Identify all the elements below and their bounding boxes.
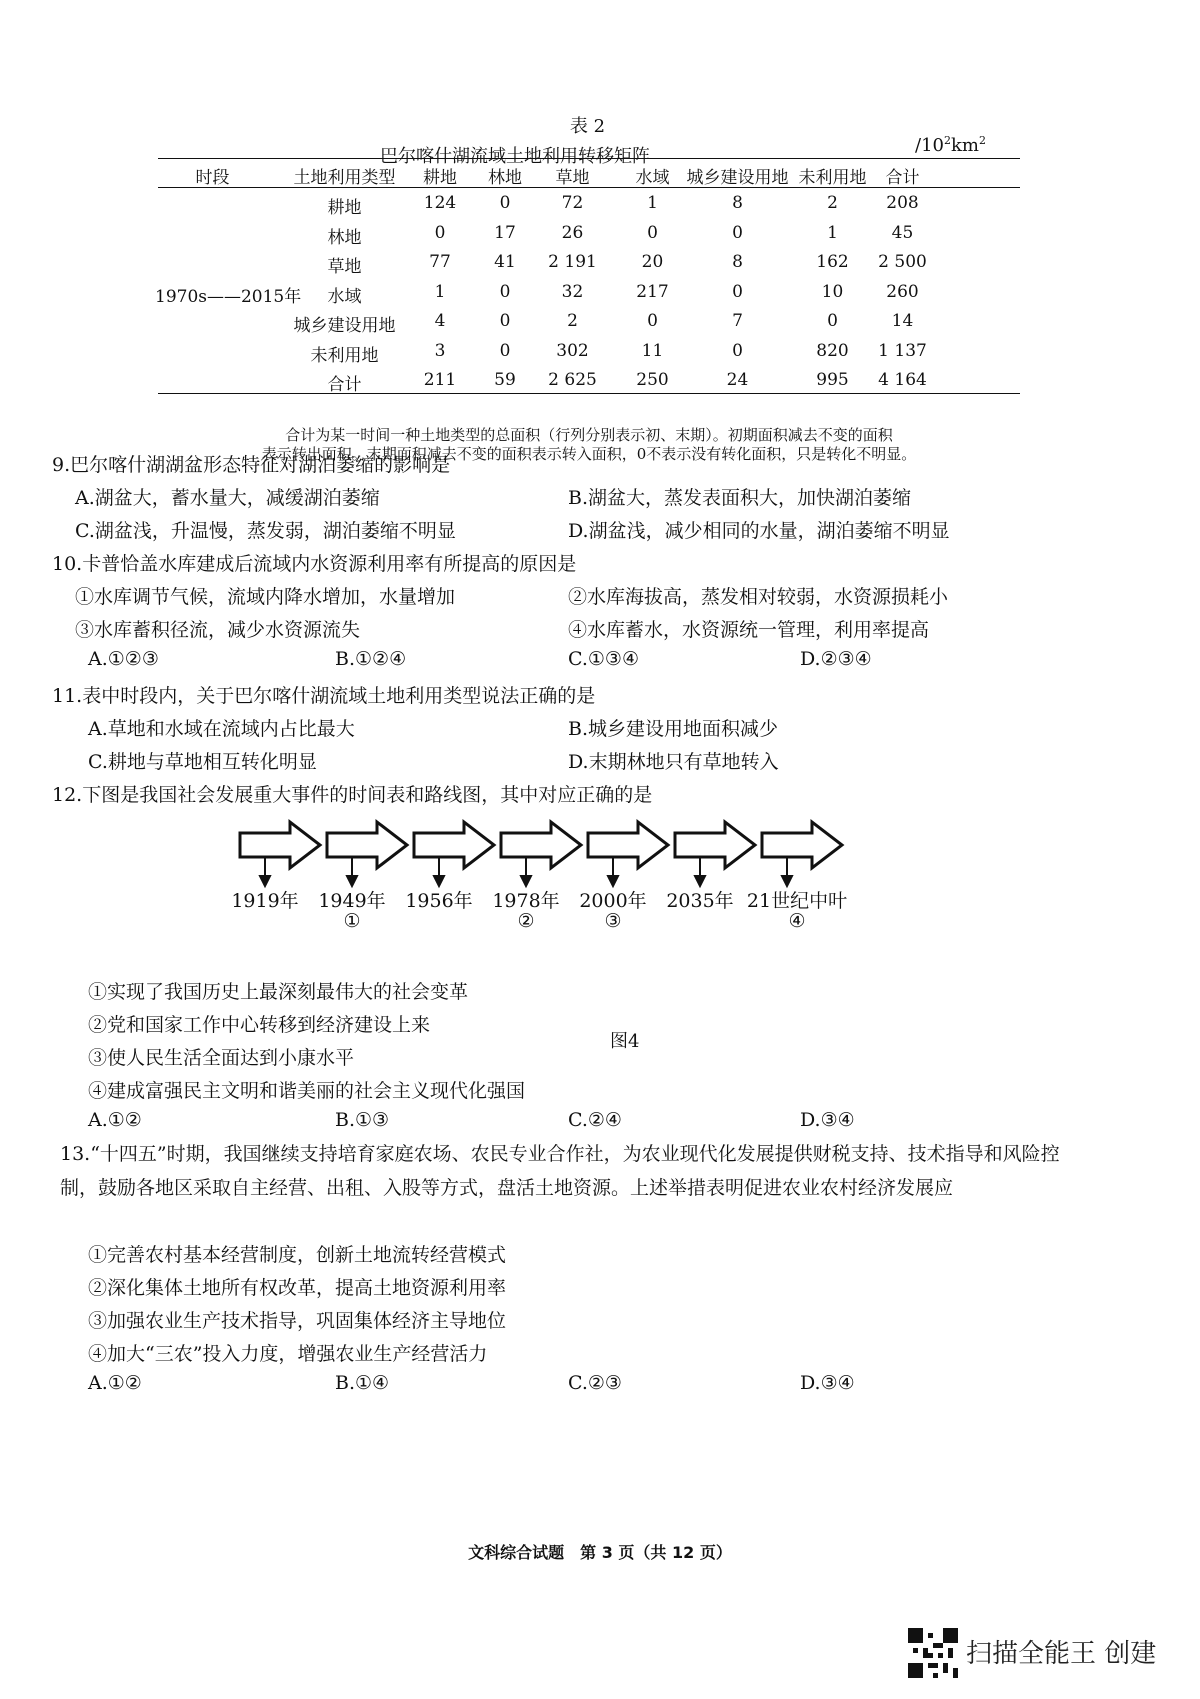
timeline-arrow-2 [327,822,407,868]
timeline-arrow-3 [414,822,494,868]
table-cell: 17 [494,222,516,243]
q10-option-d: D.②③④ [800,648,872,670]
q12-statement-4: ④建成富强民主文明和谐美丽的社会主义现代化强国 [88,1080,526,1102]
table-cell: 995 [816,370,849,390]
table-cell: 208 [886,193,919,213]
table-header-cell: 林地 [488,168,522,188]
table-cell: 250 [636,370,669,390]
q13-statement-2: ②深化集体土地所有权改革，提高土地资源利用率 [88,1277,507,1299]
figure-label: 图4 [610,1031,640,1052]
q13-option-b: B.①④ [335,1372,390,1394]
table-cell: 0 [499,311,511,331]
timeline-arrow-7 [762,822,842,868]
table-row-label: 未利用地 [310,345,379,366]
table-row-label: 林地 [327,227,362,248]
table-cell: 1 137 [878,340,927,361]
table-cell: 2 191 [548,252,597,272]
timeline-year: 1978年 [492,890,560,912]
table-cell: 0 [827,311,838,331]
q10-option-b: B.①②④ [335,648,407,670]
table-cell: 0 [499,193,511,213]
table-row-label: 合计 [327,375,362,395]
table-cell: 0 [647,311,658,331]
timeline-event-marker: ① [343,910,361,932]
q13-option-d: D.③④ [800,1372,855,1394]
table-cell: 2 [567,311,578,331]
q10-statement-3: ③水库蓄积径流，减少水资源流失 [75,619,361,641]
table-header-cell: 城乡建设用地 [686,168,789,188]
table-header-cell: 草地 [555,168,590,188]
table-top-rule [158,158,1020,159]
table-header-cell: 耕地 [423,168,457,188]
table-cell: 11 [641,340,664,361]
table-header-cell: 未利用地 [798,168,867,188]
table-cell: 1 [647,193,658,213]
q13-option-c: C.②③ [568,1372,622,1394]
table-cell: 211 [423,370,457,390]
table-caption: 表 2 [569,116,606,137]
q9-option-d: D.湖盆浅，减少相同的水量，湖泊萎缩不明显 [568,520,950,542]
q10-statement-4: ④水库蓄水，水资源统一管理，利用率提高 [568,619,930,641]
q12-option-b: B.①③ [335,1109,390,1131]
q11-option-b: B.城乡建设用地面积减少 [568,718,779,740]
timeline-year: 1949年 [318,890,386,912]
timeline-arrow-1 [240,822,320,868]
table-header-cell: 合计 [885,168,920,188]
q13-option-a: A.①② [88,1372,142,1394]
table-cell: 4 164 [878,370,927,390]
q11-option-a: A.草地和水域在流域内占比最大 [88,718,355,740]
table-note: 合计为某一时间一种土地类型的总面积（行列分别表示初、末期）。初期面积减去不变的面积 表示转出面积。末期面积减去不变的面积表示转入面积，0不表示没有转化面积，只是转化不明显。 [261,426,917,463]
timeline-arrow-5 [588,822,668,868]
q10-statement-1: ①水库调节气候，流域内降水增加，水量增加 [75,586,456,608]
table-row-label: 水域 [327,286,362,307]
table-cell: 162 [816,252,849,272]
table-cell: 41 [494,252,516,272]
q10-option-a: A.①②③ [88,648,159,670]
table-cell: 7 [732,311,743,331]
q13-statement-4: ④加大“三农”投入力度，增强农业生产经营活力 [88,1343,488,1365]
table-cell: 26 [561,222,584,243]
table-header-cell: 水域 [635,168,670,188]
timeline-year: 1956年 [405,890,473,912]
timeline-year: 1919年 [231,890,299,912]
q13-stem: 13.“十四五”时期，我国继续支持培育家庭农场、农民专业合作社，为农业现代化发展提供财税支持、技术指导和风险控制，鼓励各地区采取自主经营、出租、入股等方式，盘活土地资源。上述举措表明促进农业农村经济发展应 [60,1143,1060,1199]
q10-option-c: C.①③④ [568,648,639,670]
table-period: 1970s——2015年 [155,287,302,307]
table-cell: 124 [423,193,457,213]
table-cell: 20 [641,252,664,272]
table-cell: 1 [827,222,838,243]
table-cell: 0 [647,222,658,243]
table-cell: 217 [636,281,669,302]
table-cell: 32 [561,281,584,302]
q9-option-b: B.湖盆大，蒸发表面积大，加快湖泊萎缩 [568,487,912,509]
timeline-event-marker: ③ [604,910,622,932]
table-cell: 820 [816,340,849,361]
table-cell: 2 500 [878,252,927,272]
table-cell: 45 [891,222,914,243]
table-cell: 77 [429,252,451,272]
q10-statement-2: ②水库海拔高，蒸发相对较弱，水资源损耗小 [568,586,949,608]
table-row-label: 草地 [327,257,362,277]
table-cell: 8 [732,193,743,213]
table-unit: $/10^2km^2$ [915,134,986,156]
q10-stem: 10.卡普恰盖水库建成后流域内水资源利用率有所提高的原因是 [52,553,577,575]
q11-option-c: C.耕地与草地相互转化明显 [88,751,317,773]
timeline-event-marker: ② [517,910,535,932]
timeline-year: 21世纪中叶 [746,890,848,912]
table-cell: 2 [827,193,838,213]
page-footer: 文科综合试题 第 3 页（共 12 页） [468,1543,732,1562]
q12-option-a: A.①② [88,1109,142,1131]
table-cell: 1 [434,281,446,302]
timeline-arrow-4 [501,822,581,868]
timeline-event-marker: ④ [788,910,806,932]
table-title: 巴尔喀什湖流域土地利用转移矩阵 [380,146,650,167]
table-cell: 72 [561,193,584,213]
timeline-year: 2035年 [666,890,734,912]
table-header-cell: 时段 [195,168,230,188]
table-cell: 0 [499,340,511,361]
scanner-watermark: 扫描全能王 创建 [966,1639,1157,1669]
q11-stem: 11.表中时段内，关于巴尔喀什湖流域土地利用类型说法正确的是 [52,685,596,707]
timeline-arrow-6 [675,822,755,868]
q11-option-d: D.末期林地只有草地转入 [568,751,779,773]
q12-stem: 12.下图是我国社会发展重大事件的时间表和路线图，其中对应正确的是 [52,784,653,806]
q9-stem: 9.巴尔喀什湖湖盆形态特征对湖泊萎缩的影响是 [52,454,451,476]
table-cell: 3 [434,340,446,361]
table-row-label: 城乡建设用地 [293,316,396,336]
q12-statement-2: ②党和国家工作中心转移到经济建设上来 [88,1014,431,1036]
table-header-cell: 土地利用类型 [293,168,396,188]
q12-statement-3: ③使人民生活全面达到小康水平 [88,1047,355,1069]
table-cell: 260 [886,281,919,302]
table-cell: 0 [434,222,446,243]
table-cell: 0 [732,340,743,361]
qr-code-icon [908,1628,958,1678]
table-cell: 4 [434,311,446,331]
q13-statement-3: ③加强农业生产技术指导，巩固集体经济主导地位 [88,1310,507,1332]
table-cell: 0 [732,281,743,302]
q9-option-c: C.湖盆浅，升温慢，蒸发弱，湖泊萎缩不明显 [75,520,456,542]
table-cell: 302 [556,340,589,361]
q13-statement-1: ①完善农村基本经营制度，创新土地流转经营模式 [88,1244,507,1266]
table-cell: 59 [494,370,516,390]
table-cell: 0 [732,222,743,243]
timeline-year: 2000年 [579,890,647,912]
table-cell: 10 [821,281,844,302]
q12-option-d: D.③④ [800,1109,855,1131]
table-cell: 2 625 [548,370,597,390]
timeline-arrows [235,818,855,890]
q9-option-a: A.湖盆大，蓄水量大，减缓湖泊萎缩 [75,487,380,509]
table-row-label: 耕地 [327,198,362,218]
q12-option-c: C.②④ [568,1109,622,1131]
table-cell: 8 [732,252,743,272]
table-cell: 0 [499,281,511,302]
table-cell: 14 [891,311,914,331]
table-cell: 24 [726,370,749,390]
q12-statement-1: ①实现了我国历史上最深刻最伟大的社会变革 [88,981,469,1003]
